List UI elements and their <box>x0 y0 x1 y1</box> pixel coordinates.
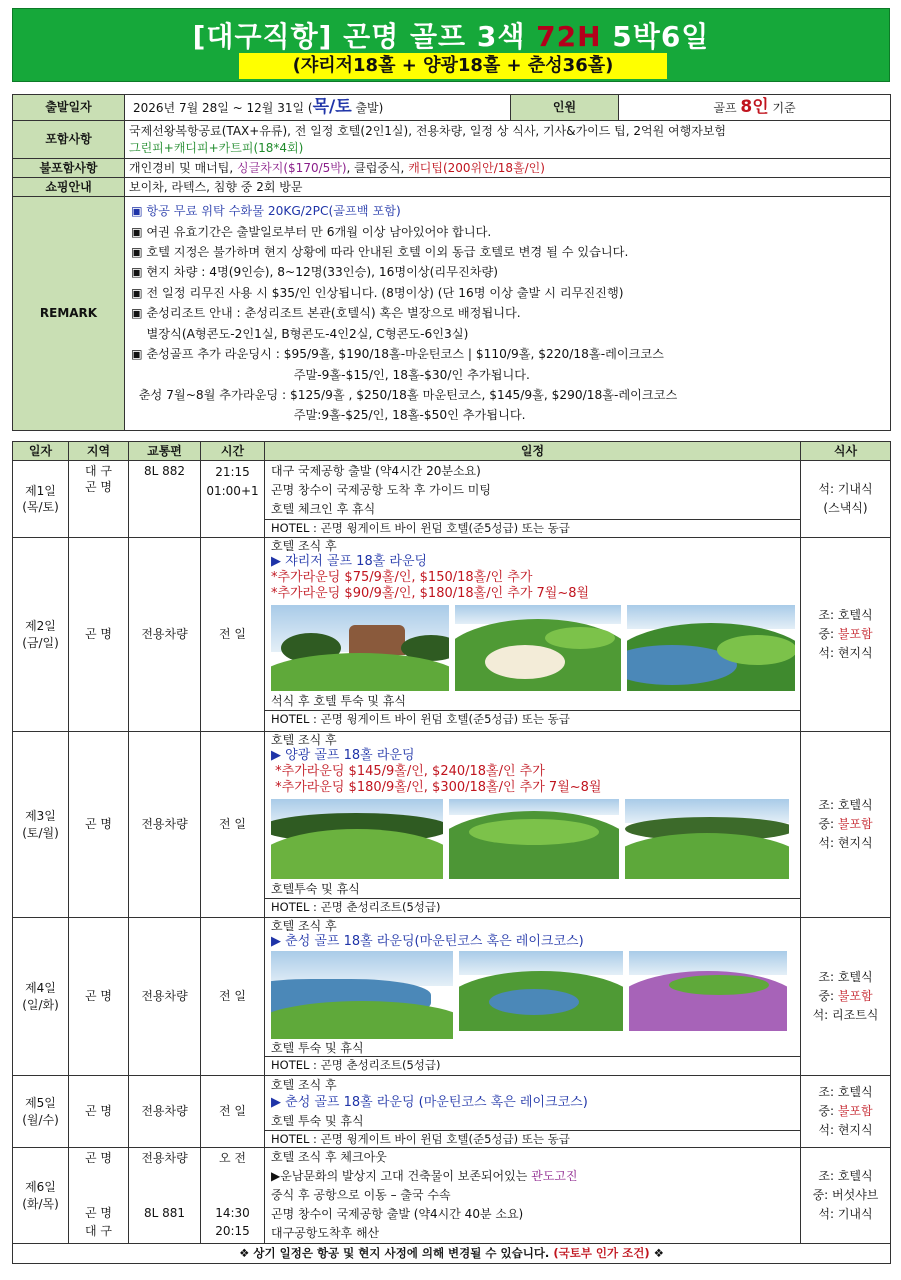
header-transport: 교통편 <box>129 442 201 461</box>
hotel-line: HOTEL : 곤명 윙게이트 바이 윈덤 호텔(준5성급) 또는 동급 <box>265 519 800 536</box>
day-time: 전 일 <box>201 732 265 918</box>
day-itinerary: 호텔 조식 후 ▶ 춘성 골프 18홀 라운딩 (마운틴코스 혹은 레이크코스) 호텔 투숙 및 휴식 HOTEL : 곤명 윙게이트 바이 윈덤 호텔(준5성급) 또는 동급 <box>265 1076 801 1148</box>
day-date: 제4일 (일/화) <box>13 918 69 1076</box>
day-transport: 8L 882 <box>129 461 201 538</box>
table-row <box>13 538 891 732</box>
remark-item: 춘성 7월~8월 추가라운딩 : $125/9홀 , $250/18홀 마운틴코스, $145/9홀, $290/18홀-레이크코스 <box>131 387 678 402</box>
day-date: 제5일 (월/수) <box>13 1076 69 1148</box>
day-itinerary: 대구 국제공항 출발 (약4시간 20분소요) 곤명 창수이 국제공항 도착 후 가이드 미팅 호텔 체크인 후 휴식 HOTEL : 곤명 윙게이트 바이 윈덤 호텔(준5성급) 또는 동급 <box>265 461 801 538</box>
header-meal: 식사 <box>801 442 891 461</box>
table-row <box>13 1076 891 1148</box>
page-subtitle: (쟈리저18홀 + 양광18홀 + 춘성36홀) <box>239 53 667 79</box>
day-meals: 조: 호텔식 중: 불포함 석: 현지식 <box>801 1076 891 1148</box>
header-date: 일자 <box>13 442 69 461</box>
day-meals: 조: 호텔식 중: 불포함 석: 현지식 <box>801 538 891 732</box>
exclude-label: 불포함사항 <box>13 159 125 178</box>
day-region: 곤 명 <box>69 1076 129 1148</box>
title-banner <box>12 8 890 82</box>
day-region: 곤 명 <box>69 538 129 732</box>
info-table <box>12 94 891 431</box>
shopping-label: 쇼핑안내 <box>13 178 125 197</box>
day-transport: 전용차량 <box>129 538 201 732</box>
hotel-line: HOTEL : 곤명 춘성리조트(5성급) <box>265 898 800 915</box>
page-title: [대구직항] 곤명 골프 3색 72H 5박6일 <box>192 20 710 53</box>
hotel-line: HOTEL : 곤명 윙게이트 바이 윈덤 호텔(준5성급) 또는 동급 <box>265 710 800 727</box>
golf-course-photo <box>455 605 621 691</box>
golf-course-photo <box>629 951 787 1031</box>
header-time: 시간 <box>201 442 265 461</box>
people-value: 골프 8인 기준 <box>619 95 891 121</box>
remark-item: ▣ 현지 차량 : 4명(9인승), 8~12명(33인승), 16명이상(리무진차량) <box>131 265 499 280</box>
remark-label: REMARK <box>13 197 125 431</box>
golf-course-photo <box>271 605 449 691</box>
photo-strip <box>265 796 800 880</box>
golf-course-photo <box>459 951 623 1031</box>
hotel-line: HOTEL : 곤명 윙게이트 바이 윈덤 호텔(준5성급) 또는 동급 <box>265 1130 800 1147</box>
table-row <box>13 732 891 918</box>
day-time: 전 일 <box>201 538 265 732</box>
footer-row <box>13 1244 891 1264</box>
include-label: 포함사항 <box>13 121 125 159</box>
schedule-table <box>12 441 891 1264</box>
day-itinerary: 호텔 조식 후 체크아웃 ▶운남문화의 발상지 고대 건축물이 보존되어있는 관도고진 중식 후 공항으로 이동 – 출국 수속 곤명 창수이 국제공항 출발 (약4시간 40분 소요) 대구공항도착후 해산 <box>265 1148 801 1244</box>
remark-item: 주말:9홀-$25/인, 18홀-$50인 추가됩니다. <box>131 408 526 423</box>
golf-course-photo <box>627 605 795 691</box>
remark-item: ▣ 호텔 지정은 불가하며 현지 상황에 따라 안내된 호텔 이외 동급 호텔로 변경 될 수 있습니다. <box>131 245 629 260</box>
day-itinerary: 호텔 조식 후 ▶ 쟈리저 골프 18홀 라운딩 *추가라운딩 $75/9홀/인, $150/18홀/인 추가 *추가라운딩 $90/9홀/인, $180/18홀/인 추가 7월~8월 석식 후 호텔 투숙 및 휴식 HOTEL : 곤명 윙게이트 바이 윈덤 호텔(준5성급) 또는 동급 <box>265 538 801 732</box>
photo-strip <box>265 602 800 692</box>
day-time: 21:15 01:00+1 <box>201 461 265 538</box>
table-row <box>13 1148 891 1244</box>
day-meals: 조: 호텔식 중: 불포함 석: 리조트식 <box>801 918 891 1076</box>
day-itinerary: 호텔 조식 후 ▶ 양광 골프 18홀 라운딩 *추가라운딩 $145/9홀/인, $240/18홀/인 추가 *추가라운딩 $180/9홀/인, $300/18홀/인 추가 7월~8월 호텔투숙 및 휴식 HOTEL : 곤명 춘성리조트(5성급) <box>265 732 801 918</box>
depart-value: 2026년 7월 28일 ~ 12월 31일 (목/토 출발) <box>125 95 511 121</box>
remark-item: ▣ 전 일정 리무진 사용 시 $35/인 인상됩니다. (8명이상) (단 16명 이상 출발 시 리무진진행) <box>131 285 624 300</box>
day-time: 전 일 <box>201 918 265 1076</box>
golf-course-photo <box>449 799 619 879</box>
remark-item: ▣ 춘성골프 추가 라운딩시 : $95/9홀, $190/18홀-마운틴코스 | $110/9홀, $220/18홀-레이크코스 <box>131 347 664 362</box>
remark-item: 별장식(A형콘도-2인1실, B형콘도-4인2실, C형콘도-6인3실) <box>131 326 469 341</box>
day-transport: 전용차량 <box>129 732 201 918</box>
day-region: 곤 명 <box>69 732 129 918</box>
day-meals: 조: 호텔식 중: 버섯샤브 석: 기내식 <box>801 1148 891 1244</box>
day-time: 오 전 14:30 20:15 <box>201 1148 265 1244</box>
photo-strip <box>265 950 800 1040</box>
day-date: 제6일 (화/목) <box>13 1148 69 1244</box>
footer-note: ❖ 상기 일정은 항공 및 현지 사정에 의해 변경될 수 있습니다. (국토부 인가 조건) ❖ <box>13 1244 891 1264</box>
golf-course-photo <box>625 799 789 879</box>
day-date: 제1일 (목/토) <box>13 461 69 538</box>
hotel-line: HOTEL : 곤명 춘성리조트(5성급) <box>265 1056 800 1073</box>
exclude-value: 개인경비 및 매너팁, 싱글차지($170/5박), 클럽중식, 캐디팁(200위안/18홀/인) <box>125 159 891 178</box>
header-region: 지역 <box>69 442 129 461</box>
day-region: 곤 명 곤 명 대 구 <box>69 1148 129 1244</box>
remark-item: ▣ 춘성리조트 안내 : 춘성리조트 본관(호텔식) 혹은 별장으로 배정됩니다. <box>131 306 521 321</box>
remark-item: 주말-9홀-$15/인, 18홀-$30/인 추가됩니다. <box>131 367 530 382</box>
table-row <box>13 461 891 538</box>
day-meals: 조: 호텔식 중: 불포함 석: 현지식 <box>801 732 891 918</box>
day-transport: 전용차량 <box>129 918 201 1076</box>
include-value: 국제선왕복항공료(TAX+유류), 전 일정 호텔(2인1실), 전용차량, 일정 상 식사, 기사&가이드 팁, 2억원 여행자보험 그린피+캐디피+카트피(18*4회) <box>125 121 891 159</box>
day-meals: 석: 기내식 (스낵식) <box>801 461 891 538</box>
title-highlight: 72H <box>536 20 602 53</box>
remark-item: ▣ 여권 유효기간은 출발일로부터 만 6개월 이상 남아있어야 합니다. <box>131 224 492 239</box>
day-transport: 전용차량 <box>129 1076 201 1148</box>
people-label: 인원 <box>511 95 619 121</box>
header-itinerary: 일정 <box>265 442 801 461</box>
golf-course-photo <box>271 951 453 1039</box>
day-date: 제2일 (금/일) <box>13 538 69 732</box>
day-date: 제3일 (토/월) <box>13 732 69 918</box>
depart-label: 출발일자 <box>13 95 125 121</box>
remark-list <box>125 197 891 431</box>
day-transport: 전용차량 8L 881 <box>129 1148 201 1244</box>
golf-course-photo <box>271 799 443 879</box>
remark-item: ▣ 항공 무료 위탁 수화물 20KG/2PC(골프백 포함) <box>131 204 401 219</box>
day-region: 대 구 곤 명 <box>69 461 129 538</box>
day-time: 전 일 <box>201 1076 265 1148</box>
day-itinerary: 호텔 조식 후 ▶ 춘성 골프 18홀 라운딩(마운틴코스 혹은 레이크코스) 호텔 투숙 및 휴식 HOTEL : 곤명 춘성리조트(5성급) <box>265 918 801 1076</box>
day-region: 곤 명 <box>69 918 129 1076</box>
table-row <box>13 918 891 1076</box>
shopping-value: 보이차, 라텍스, 침향 중 2회 방문 <box>125 178 891 197</box>
